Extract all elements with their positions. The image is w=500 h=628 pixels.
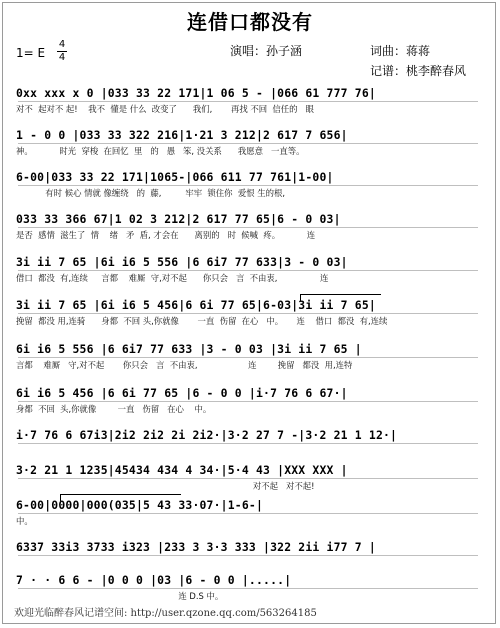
lyric-line: 挽留 都没 用,连骑 身都 不回 头,你就像 一直 伤留 在心 中。 连 借口 都没 有,连续 <box>16 316 388 326</box>
beam-line <box>18 555 478 556</box>
beam-line <box>18 313 478 314</box>
notation-line: 6-00|033 33 22 171|1065-|066 611 77 761|1-00| <box>16 170 334 184</box>
lyric-line: 是否 感情 滋生了 情 绪 矛 盾, 才会在 离别的 时 候喊 疼。 连 <box>16 230 316 240</box>
transcriber-credit: 记谱：桃李醉春风 <box>370 64 467 78</box>
lyric-line: 中。 <box>16 516 33 526</box>
lyric-line: 对不 起对不 起! 我不 懂是 什么 改变了 我们, 再找 不回 信任的 眼 <box>16 104 314 114</box>
lyric-line: 对不起 对不起! <box>16 481 315 491</box>
notation-line: 7 · · 6 6 - |0 0 0 |03 |6 - 0 0 |.....| <box>16 573 292 587</box>
footer-note: 欢迎光临醉春风记谱空间: http://user.qzone.qq.com/563264185 <box>14 608 317 619</box>
lyricist-credit: 词曲：蒋蒋 <box>370 44 431 58</box>
lyric-line: 有时 候心 情就 像缠绕 的 藤, 牢牢 锁住你 爱恨 生的根, <box>16 188 286 198</box>
beam-line <box>18 588 478 589</box>
lyric-line: 言都 难厮 守,对不起 你只会 言 不由衷, 连 挽留 都没 用,连特 <box>16 360 353 370</box>
beam-line <box>18 401 478 402</box>
beam-line <box>18 227 478 228</box>
notation-line: 0xx xxx x 0 |033 33 22 171|1 06 5 - |066 61 777 76| <box>16 86 376 100</box>
beam-line <box>18 357 478 358</box>
beam-line <box>18 101 478 102</box>
time-bottom: 4 <box>58 52 66 63</box>
notation-line: 6i i6 5 456 |6 6i 77 65 |6 - 0 0 |i·7 76 6 67·| <box>16 386 348 400</box>
volta-bracket <box>300 294 381 301</box>
notation-line: 3i ii 7 65 |6i i6 5 456|6 6i 77 65|6-03|3i ii 7 65| <box>16 298 376 312</box>
notation-line: 033 33 366 67|1 02 3 212|2 617 77 65|6 - 0 03| <box>16 212 341 226</box>
beam-line <box>18 143 478 144</box>
beam-line <box>18 185 478 186</box>
lyric-line: 神。 时光 穿梭 在回忆 里 的 愚 笨, 没关系 我愿意 一直等。 <box>16 146 305 156</box>
singer-credit: 演唱：孙子涵 <box>230 44 303 58</box>
key-signature: 1= E <box>16 46 46 60</box>
notation-line: 3i ii 7 65 |6i i6 5 556 |6 6i7 77 633|3 - 0 03| <box>16 255 348 269</box>
beam-line <box>18 270 478 271</box>
beam-line <box>18 478 478 479</box>
notation-line: 1 - 0 0 |033 33 322 216|1·21 3 212|2 617 7 656| <box>16 128 348 142</box>
lyric-line: 身都 不回 头,你就像 一直 伤留 在心 中。 <box>16 404 212 414</box>
song-title: 连借口都没有 <box>187 10 313 34</box>
notation-line: 6-00|0000|000(035|5 43 33·07·|1-6-| <box>16 498 264 512</box>
notation-line: 3·2 21 1 1235|45434 434 4 34·|5·4 43 |XXX XXX | <box>16 463 348 477</box>
time-top: 4 <box>58 39 66 50</box>
lyric-line: 连 D.S 中。 <box>16 591 224 601</box>
time-signature <box>57 40 67 63</box>
volta-bracket <box>60 494 181 501</box>
notation-line: i·7 76 6 67i3|2i2 2i2 2i 2i2·|3·2 27 7 -|3·2 21 1 12·| <box>16 428 398 442</box>
lyric-line: 借口 都没 有,连续 言都 难厮 守,对不起 你只会 言 不由衷, 连 <box>16 273 329 283</box>
notation-line: 6337 33i3 3733 i323 |233 3 3·3 333 |322 2ii i77 7 | <box>16 540 376 554</box>
beam-line <box>18 513 478 514</box>
notation-line: 6i i6 5 556 |6 6i7 77 633 |3 - 0 03 |3i ii 7 65 | <box>16 342 362 356</box>
beam-line <box>18 443 478 444</box>
